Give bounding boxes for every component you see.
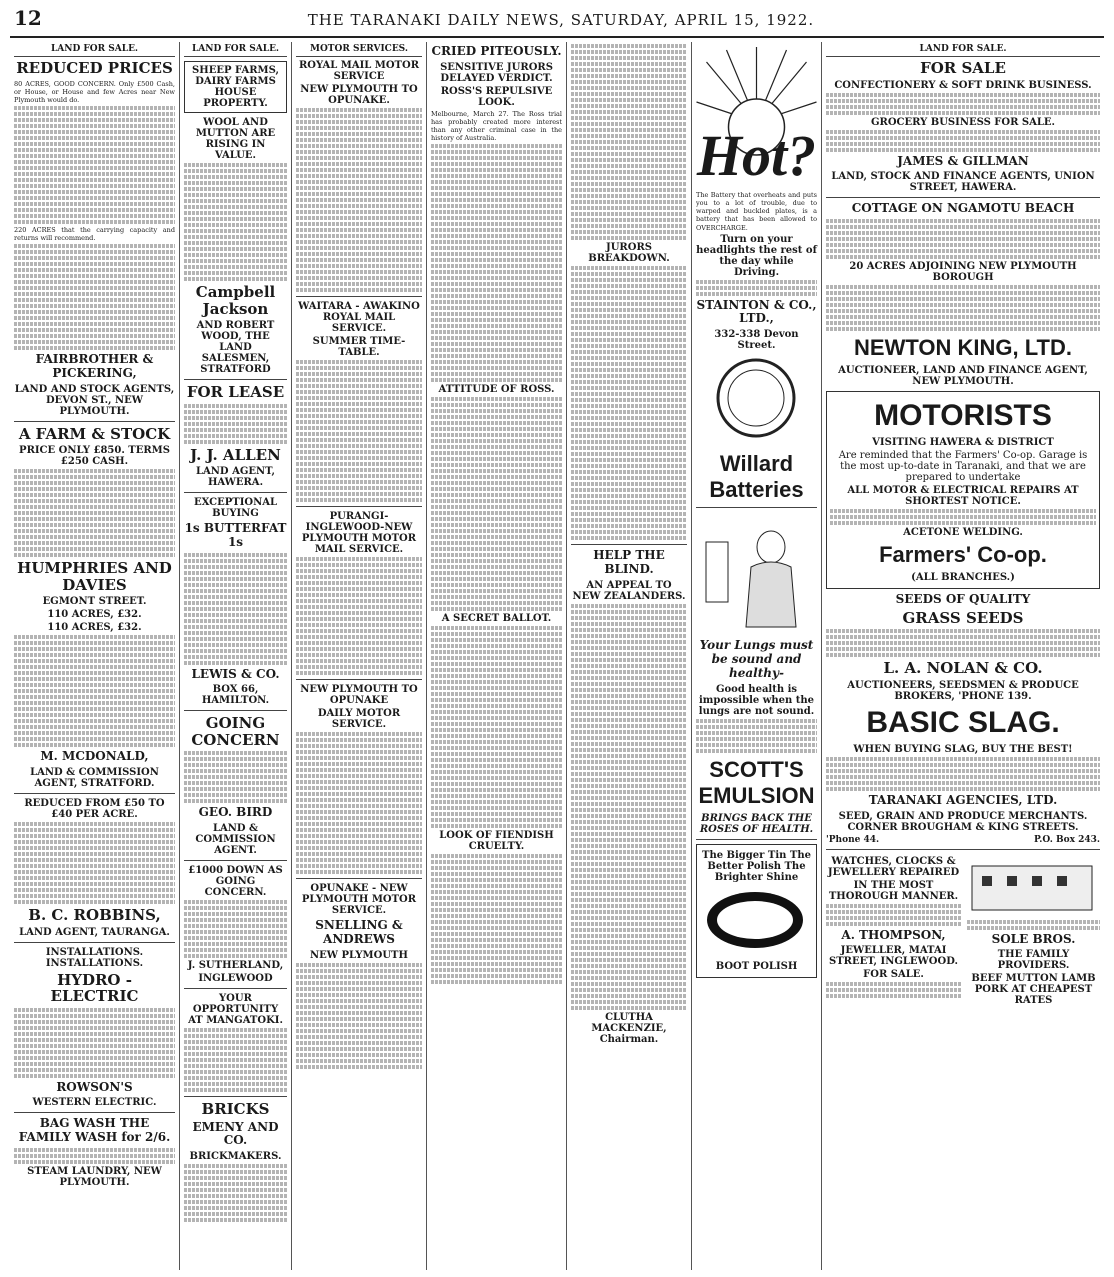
ad-heading: A FARM & STOCK [18, 424, 171, 443]
ad-heading: GRASS SEEDS [902, 608, 1024, 627]
agent-sub: THE FAMILY PROVIDERS. [997, 949, 1070, 972]
hot-headline: Hot? [696, 123, 817, 188]
ad-sub: IN THE MOST THOROUGH MANNER. [828, 879, 959, 902]
acres: 110 ACRES, £32. [47, 609, 142, 621]
acres: 110 ACRES, £32. [47, 622, 142, 634]
ad-heading: FOR SALE. [863, 969, 924, 981]
polish-ad [696, 844, 817, 978]
ad-heading: FOR SALE [920, 59, 1006, 77]
column-6 [692, 42, 822, 1270]
article-headline: CRIED PITEOUSLY. [431, 44, 562, 58]
agent-sub: LAND AGENT, HAWERA. [196, 466, 275, 488]
motorists-copy: Are reminded that the Farmers' Co-op. Garage is the most up-to-date in Taranaki, and that we are prepared to undertake [838, 450, 1088, 484]
ad-heading: SHEEP FARMS, DAIRY FARMS HOUSE PROPERTY. [184, 61, 287, 113]
agent-sub: BRICKMAKERS. [189, 1151, 282, 1163]
ad-heading: REDUCED PRICES [16, 59, 173, 77]
stainton-address: 332-338 Devon Street. [714, 329, 799, 352]
agent-name: J. SUTHERLAND, [187, 960, 284, 972]
acetone: ACETONE WELDING. [903, 527, 1023, 539]
bag-wash: BAG WASH THE FAMILY WASH for 2/6. [18, 1116, 171, 1145]
service-heading: WAITARA - AWAKINO ROYAL MAIL SERVICE. [298, 301, 420, 334]
agent-sub: EGMONT STREET. [42, 596, 147, 608]
article-subhead: ROSS'S REPULSIVE LOOK. [440, 85, 553, 108]
battery-illustration [696, 353, 816, 443]
ad-heading: COTTAGE ON NGAMOTU BEACH [851, 201, 1075, 216]
ad-heading: EXCEPTIONAL BUYING [193, 497, 278, 519]
service-heading: OPUNAKE - NEW PLYMOUTH MOTOR SERVICE. [301, 883, 417, 916]
masthead-title: THE TARANAKI DAILY NEWS, SATURDAY, APRIL 15, 1922. [307, 11, 815, 29]
scotts-tagline: BRINGS BACK THE ROSES OF HEALTH. [699, 812, 814, 835]
agent-name: B. C. ROBBINS, [28, 906, 161, 925]
ad-heading: YOUR OPPORTUNITY AT MANGATOKI. [188, 993, 283, 1027]
agent-sub: SEED, GRAIN AND PRODUCE MERCHANTS. CORNER BROUGHAM & KING STREETS. [838, 810, 1088, 833]
service-sub: NEW PLYMOUTH TO OPUNAKE. [300, 84, 418, 106]
section-header: LAND FOR SALE. [14, 42, 175, 57]
ad-heading: WATCHES, CLOCKS & JEWELLERY REPAIRED [827, 855, 960, 878]
service-sub: DAILY MOTOR SERVICE. [317, 708, 401, 730]
agent-sub: LAND, STOCK AND FINANCE AGENTS, UNION STREET, HAWERA. [831, 171, 1095, 194]
stainton: STAINTON & CO., LTD., [696, 297, 817, 326]
farmers-coop-ad [826, 391, 1100, 589]
polish-tagline: The Bigger Tin The Better Polish The Brighter Shine [702, 849, 811, 883]
agent-name: TARANAKI AGENCIES, LTD. [868, 792, 1058, 807]
basic-slag: BASIC SLAG. [866, 705, 1060, 739]
newton-sub: AUCTIONEER, LAND AND FINANCE AGENT, NEW PLYMOUTH. [838, 365, 1088, 388]
ad-heading: GOING CONCERN [191, 714, 280, 749]
polish-tin-illustration [700, 885, 810, 955]
farmers-sub: (ALL BRANCHES.) [911, 572, 1015, 584]
battery-copy: The Battery that overheats and puts you to a lot of trouble, due to warped and buckled plates, is a battery that has been allowed to OVERCHARGE. [696, 191, 817, 232]
ad-heading: REDUCED FROM £50 TO £40 PER ACRE. [24, 798, 165, 821]
agent-name: LEWIS & CO. [191, 666, 280, 681]
ad-heading: 20 ACRES ADJOINING NEW PLYMOUTH BOROUGH [849, 261, 1077, 284]
farmers-coop: Farmers' Co-op. [879, 542, 1047, 568]
signoff: CLUTHA MACKENZIE, Chairman. [591, 1011, 667, 1045]
basic-slag-sub: WHEN BUYING SLAG, BUY THE BEST! [853, 743, 1073, 755]
service-heading: ROYAL MAIL MOTOR SERVICE [298, 60, 420, 82]
column-4 [427, 42, 567, 1270]
lungs-copy: Good health is impossible when the lungs are not sound. [698, 683, 815, 717]
agent-sub: NEW PLYMOUTH [310, 949, 408, 961]
article-subhead: LOOK OF FIENDISH CRUELTY. [439, 830, 554, 853]
section-header: LAND FOR SALE. [184, 42, 287, 57]
section-header: LAND FOR SALE. [826, 42, 1100, 57]
ad-heading: BRICKS [201, 1100, 270, 1119]
ad-heading: GROCERY BUSINESS FOR SALE. [870, 116, 1056, 128]
service-heading: NEW PLYMOUTH TO OPUNAKE [300, 684, 418, 706]
agent-name: GEO. BIRD [198, 805, 273, 820]
article-lead: Melbourne, March 27. The Ross trial has probably created more interest than any other criminal case in the history of Australia. [431, 109, 562, 143]
agent-sub: BOX 66, HAMILTON. [201, 684, 270, 707]
motorists-sub: VISITING HAWERA & DISTRICT [872, 437, 1054, 449]
willard-logo: Willard Batteries [709, 451, 804, 503]
ad-heading: 1s BUTTERFAT 1s [184, 521, 287, 549]
article-subhead: SENSITIVE JURORS DELAYED VERDICT. [440, 61, 553, 84]
agent-name: Campbell Jackson [195, 283, 276, 318]
installations: INSTALLATIONS. INSTALLATIONS. [45, 946, 144, 969]
polish-name: BOOT POLISH [715, 960, 798, 972]
meat-list: BEEF MUTTON LAMB PORK AT CHEAPEST RATES [971, 973, 1096, 1007]
ad-heading: FOR LEASE [186, 383, 285, 401]
article-subhead: JURORS BREAKDOWN. [588, 242, 670, 264]
agent-name: A. THOMPSON, [841, 927, 946, 942]
battery-copy-bold: Turn on your headlights the rest of the day while Driving. [696, 233, 817, 278]
phone: 'Phone 44. [826, 834, 880, 845]
article-subhead: AN APPEAL TO NEW ZEALANDERS. [572, 579, 686, 602]
service-sub: SUMMER TIME-TABLE. [312, 336, 406, 358]
article-subhead: A SECRET BALLOT. [441, 613, 552, 625]
repairs: ALL MOTOR & ELECTRICAL REPAIRS AT SHORTEST NOTICE. [847, 485, 1079, 508]
page-number: 12 [14, 6, 42, 30]
ad-heading: WOOL AND MUTTON ARE RISING IN VALUE. [195, 117, 276, 161]
agent-sub: LAND AND STOCK AGENTS, DEVON ST., NEW PLYMOUTH. [14, 383, 175, 417]
agent-name: SNELLING & ANDREWS [315, 918, 403, 946]
bag-wash-sub: STEAM LAUNDRY, NEW PLYMOUTH. [27, 1165, 162, 1188]
agent-name: HUMPHRIES AND DAVIES [17, 559, 172, 594]
agent-sub: LAND & COMMISSION AGENT. [195, 823, 276, 857]
scotts-logo: SCOTT'S EMULSION [698, 756, 815, 808]
figure-illustration [696, 512, 816, 632]
column-2 [180, 42, 292, 1270]
ad-heading: CONFECTIONERY & SOFT DRINK BUSINESS. [834, 79, 1092, 91]
column-5 [567, 42, 692, 1270]
agent-sub: LAND AGENT, TAURANGA. [19, 926, 170, 938]
masthead [10, 6, 1104, 38]
hotel-illustration [967, 854, 1097, 914]
column-1 [10, 42, 180, 1270]
column-3 [292, 42, 427, 1270]
ad-heading: £1000 DOWN AS GOING CONCERN. [188, 865, 283, 899]
agent-sub: LAND & COMMISSION AGENT, STRATFORD. [30, 767, 159, 790]
agent-sub: JEWELLER, MATAI STREET, INGLEWOOD. [829, 945, 958, 968]
service-heading: PURANGI-INGLEWOOD-NEW PLYMOUTH MOTOR MAIL SERVICE. [301, 511, 417, 555]
agent-name: JAMES & GILLMAN [897, 153, 1029, 168]
agent-sub: WESTERN ELECTRIC. [32, 1097, 157, 1109]
ad-heading: SEEDS OF QUALITY [895, 592, 1031, 607]
ad-text: 220 ACRES that the carrying capacity and returns will recommend. [14, 225, 175, 242]
article-headline: HELP THE BLIND. [593, 548, 665, 576]
newton-king: NEWTON KING, LTD. [854, 335, 1072, 361]
price: PRICE ONLY £850. TERMS £250 CASH. [19, 445, 170, 468]
agent-name: EMENY AND CO. [192, 1119, 279, 1148]
hydro-electric: HYDRO - ELECTRIC [50, 970, 139, 1006]
po-box: P.O. Box 243. [1033, 834, 1100, 845]
agent-sub: INGLEWOOD [198, 973, 273, 985]
agent-name: J. J. ALLEN [190, 445, 281, 464]
ad-text: 80 ACRES, GOOD CONCERN. Only £500 Cash, or House, or House and few Acres near New Plymouth would do. [14, 79, 175, 104]
section-header: MOTOR SERVICES. [296, 42, 422, 57]
agent-name: FAIRBROTHER & PICKERING, [35, 352, 154, 380]
agent-name: M. MCDONALD, [40, 749, 149, 764]
column-7 [822, 42, 1104, 1270]
agent-sub: AND ROBERT WOOD, THE LAND SALESMEN, STRATFORD [196, 320, 275, 375]
agent-name: ROWSON'S [56, 1079, 133, 1094]
agent-sub: AUCTIONEERS, SEEDSMEN & PRODUCE BROKERS, 'PHONE 139. [847, 679, 1079, 702]
motorists: MOTORISTS [874, 399, 1052, 433]
agent-name: SOLE BROS. [991, 931, 1076, 946]
agent-name: L. A. NOLAN & CO. [883, 659, 1043, 678]
lungs-headline: Your Lungs must be sound and healthy- [699, 638, 814, 680]
article-subhead: ATTITUDE OF ROSS. [438, 384, 555, 396]
